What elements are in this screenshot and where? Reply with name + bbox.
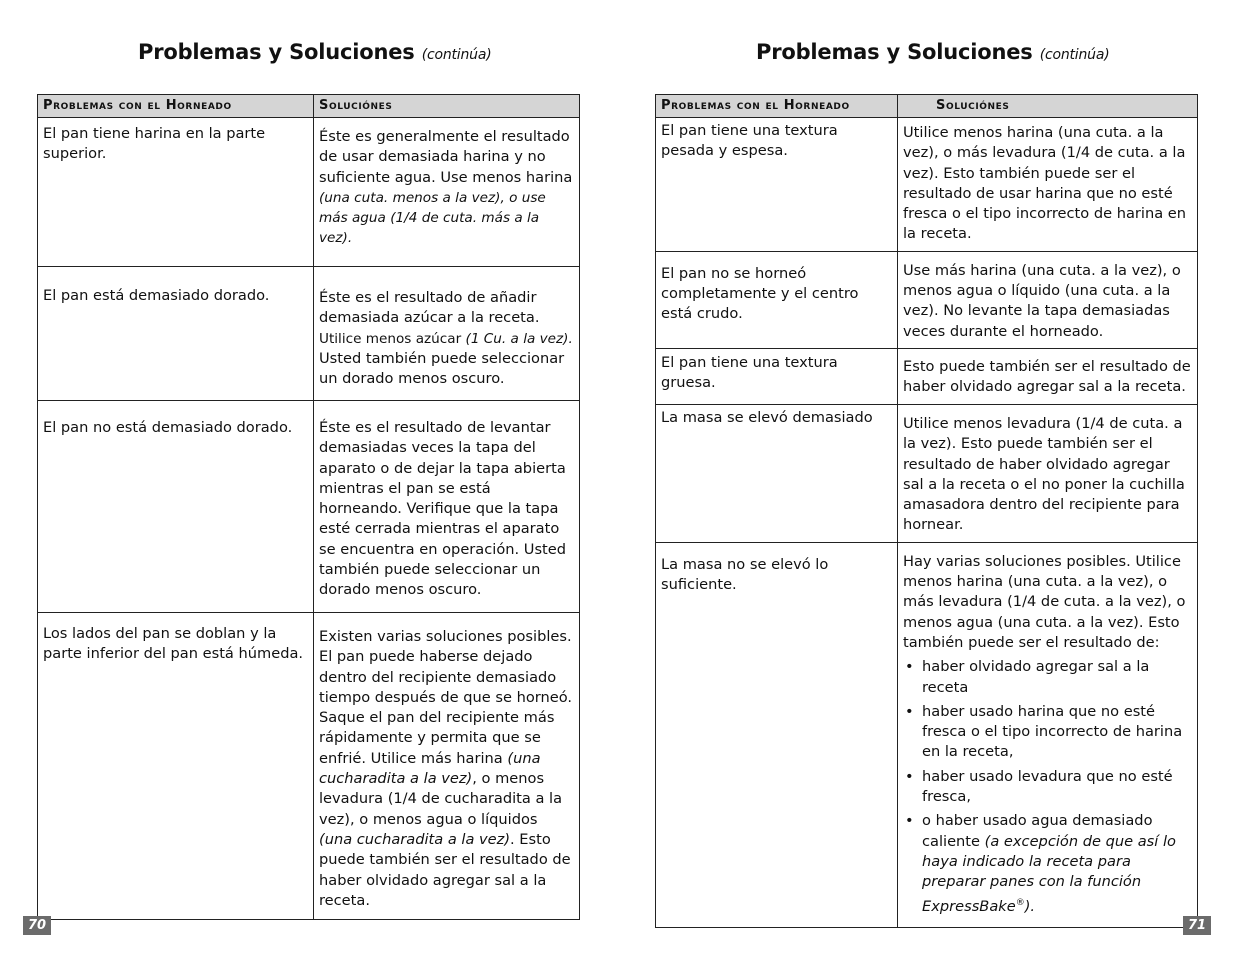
solution-cell: Existen varias soluciones posibles. El pan puede haberse dejado dentro del recipiente demasiado tiempo después de que se horneó. Saque el pan del recipiente más rápidamente y permita que se enfrié. Utilice más harina (una cucharadita a la vez), o menos levadura (1/4 de cucharadita a la vez), o menos agua o líquidos (una cucharadita a la vez). Esto puede también ser el resultado de haber olvidado agregar sal a la receta. <box>314 613 580 920</box>
table-row <box>656 251 1198 348</box>
table-row <box>656 404 1198 542</box>
left-page <box>37 0 579 954</box>
solution-cell: Éste es el resultado de añadir demasiada azúcar a la receta. Utilice menos azúcar (1 Cu. a la vez). Usted también puede seleccionar un dorado menos oscuro. <box>314 267 580 401</box>
solution-cell: Esto puede también ser el resultado de haber olvidado agregar sal a la receta. <box>898 348 1198 404</box>
problem-cell: El pan no se horneó completamente y el centro está crudo. <box>656 251 898 348</box>
problem-cell: El pan tiene una textura gruesa. <box>656 348 898 404</box>
table-row <box>38 267 580 401</box>
table-header-row <box>38 95 580 118</box>
bullet-icon: • <box>905 658 914 676</box>
header-problems: Problemas con el Horneado <box>656 95 898 118</box>
page-title-left: Problemas y Soluciones (continúa) <box>138 40 492 64</box>
page-title-right: Problemas y Soluciones (continúa) <box>756 40 1110 64</box>
header-problems: Problemas con el Horneado <box>38 95 314 118</box>
solution-cell: Utilice menos levadura (1/4 de cuta. a la vez). Esto puede también ser el resultado de haber olvidado agregar sal a la receta o el no poner la cuchilla amasadora dentro del recipiente para hornear. <box>898 404 1198 542</box>
bullet-icon: • <box>905 812 914 830</box>
title-note: (continúa) <box>1039 47 1110 63</box>
table-row <box>38 613 580 920</box>
table-row <box>656 118 1198 252</box>
list-item: • haber usado harina que no esté fresca o el tipo incorrecto de harina en la receta, <box>905 702 1183 761</box>
bullet-icon: • <box>905 702 914 720</box>
solution-cell: Use más harina (una cuta. a la vez), o menos agua o líquido (una cuta. a la vez). No levante la tapa demasiadas veces durante el horneado. <box>898 251 1198 348</box>
table-header-row <box>656 95 1198 118</box>
table-row <box>38 401 580 613</box>
cause-list <box>903 657 1192 916</box>
right-page <box>655 0 1197 954</box>
problem-cell: El pan tiene harina en la parte superior. <box>38 118 314 267</box>
table-row <box>656 542 1198 927</box>
troubleshooting-table-right <box>655 94 1198 928</box>
bullet-icon: • <box>905 767 914 785</box>
problem-cell: El pan no está demasiado dorado. <box>38 401 314 613</box>
title-note: (continúa) <box>421 47 492 63</box>
list-item: • haber olvidado agregar sal a la receta <box>905 658 1150 696</box>
solution-cell: Éste es generalmente el resultado de usar demasiada harina y no suficiente agua. Use menos harina (una cuta. menos a la vez), o use más agua (1/4 de cuta. más a la vez). <box>314 118 580 267</box>
solution-cell: Utilice menos harina (una cuta. a la vez), o más levadura (1/4 de cuta. a la vez). Esto también puede ser el resultado de usar harina que no esté fresca o el tipo incorrecto de harina en la receta. <box>898 118 1198 252</box>
solution-cell: Éste es el resultado de levantar demasiadas veces la tapa del aparato o de dejar la tapa abierta mientras el pan se está horneando. Verifique que la tapa esté cerrada mientras el aparato se encuentra en operación. Usted también puede seleccionar un dorado menos oscuro. <box>314 401 580 613</box>
header-solutions: Soluciónes <box>898 95 1198 118</box>
solution-cell: Hay varias soluciones posibles. Utilice menos harina (una cuta. a la vez), o más levadura (1/4 de cuta. a la vez), o menos agua (una cuta. a la vez). Esto también puede ser el resultado de: • haber olvidado agregar sal a la receta • haber usado harina que no esté fresca o el tipo incorrecto de harina en la receta, • haber usado levadura que no esté fresca, • o haber usado agua demasiado caliente (a excepción de que así lo haya indicado la receta para preparar panes con la función ExpressBake®). <box>898 542 1198 927</box>
table-row <box>656 348 1198 404</box>
list-item: • haber usado levadura que no esté fresca, <box>905 767 1173 806</box>
problem-cell: El pan está demasiado dorado. <box>38 267 314 401</box>
problem-cell: El pan tiene una textura pesada y espesa. <box>656 118 898 252</box>
table-row <box>38 118 580 267</box>
header-solutions: Soluciónes <box>314 95 580 118</box>
problem-cell: La masa se elevó demasiado <box>656 404 898 542</box>
problem-cell: La masa no se elevó lo suficiente. <box>656 542 898 927</box>
troubleshooting-table-left <box>37 94 580 920</box>
page-number-right: 71 <box>1183 916 1211 935</box>
problem-cell: Los lados del pan se doblan y la parte inferior del pan está húmeda. <box>38 613 314 920</box>
page-number-left: 70 <box>23 916 51 935</box>
list-item: • o haber usado agua demasiado caliente (a excepción de que así lo haya indicado la receta para preparar panes con la función ExpressBake®). <box>905 812 1176 915</box>
